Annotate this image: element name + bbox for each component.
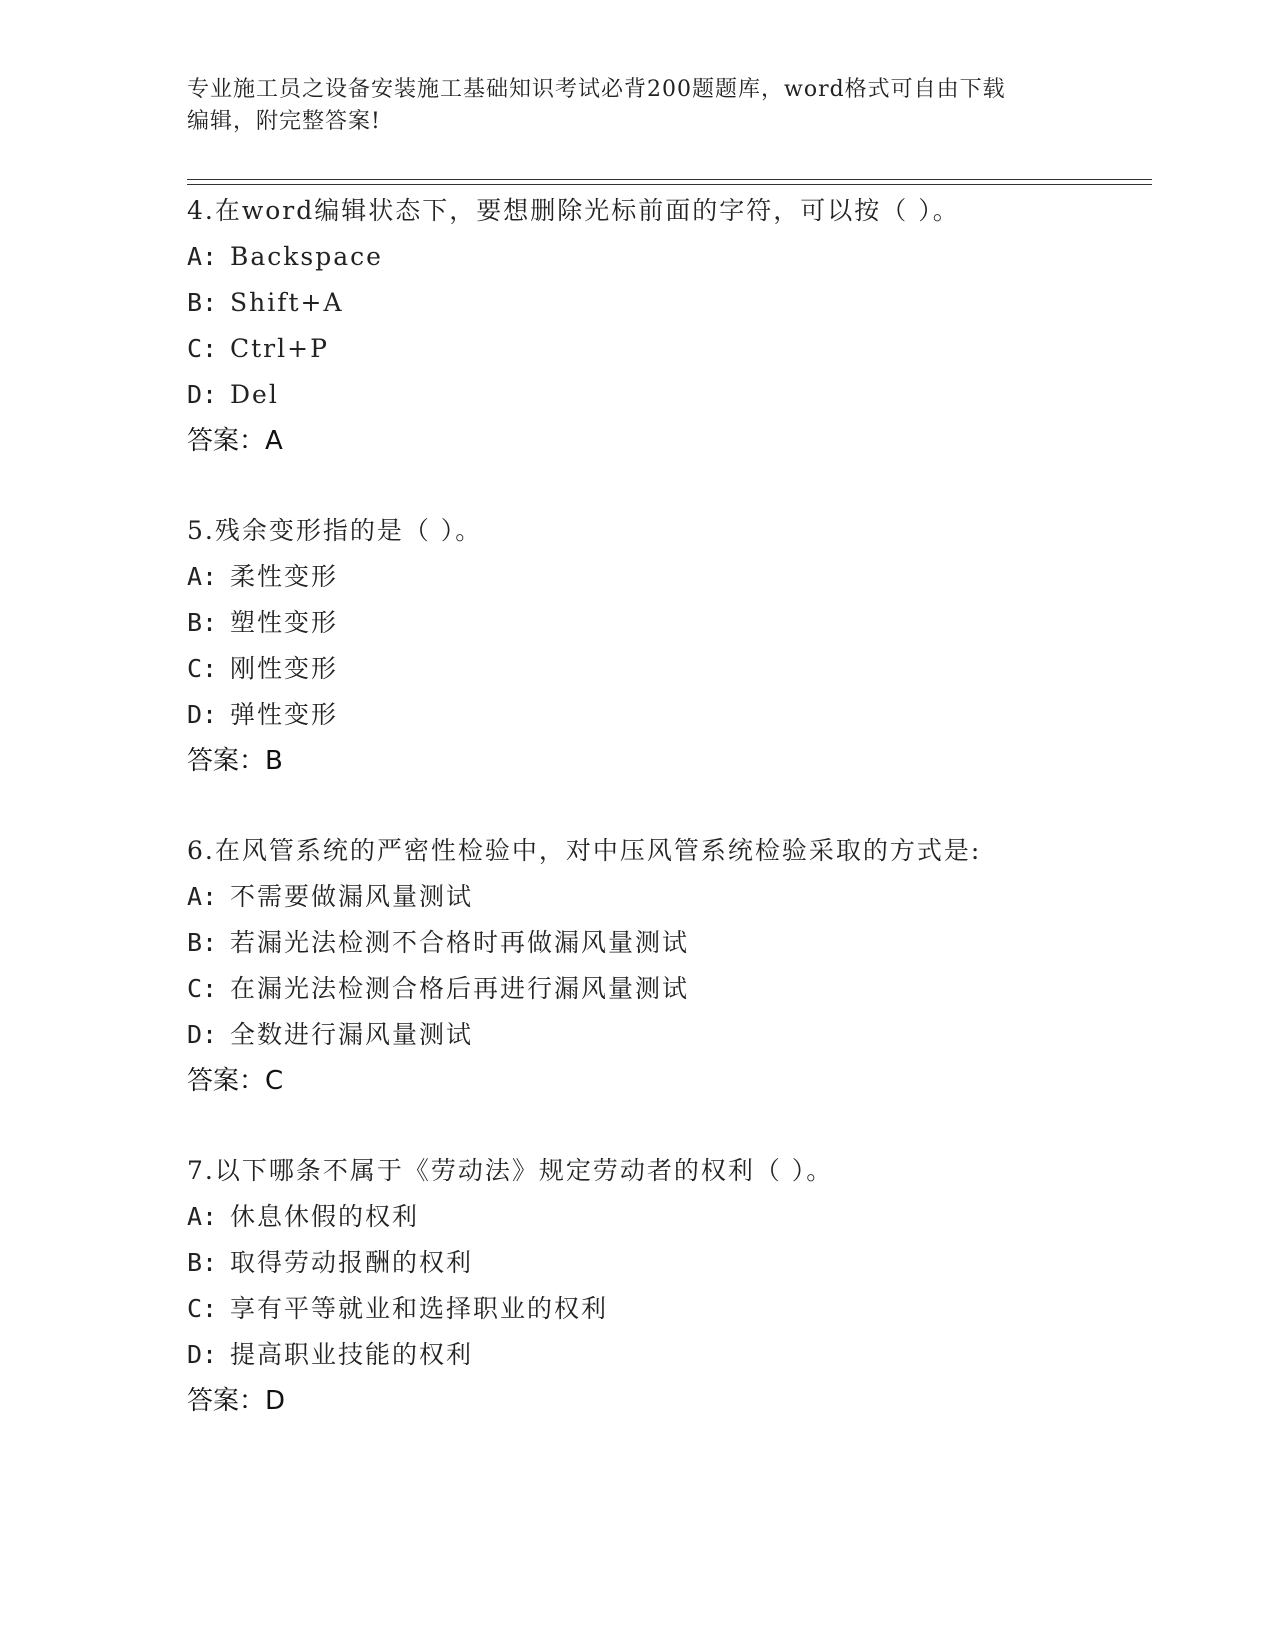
option-key: A: <box>187 242 218 271</box>
option-a <box>187 1194 1147 1240</box>
option-d <box>187 1332 1147 1378</box>
option-text: 弹性变形 <box>230 700 339 729</box>
option-c <box>187 646 1147 692</box>
option-key: D: <box>187 1340 218 1369</box>
question-stem: 6.在风管系统的严密性检验中，对中压风管系统检验采取的方式是: <box>187 836 982 865</box>
option-text: 提高职业技能的权利 <box>230 1340 474 1369</box>
option-key: B: <box>187 928 218 957</box>
option-text: Ctrl+P <box>230 334 329 363</box>
option-key: D: <box>187 1020 218 1049</box>
option-b <box>187 280 1147 326</box>
option-text: 在漏光法检测合格后再进行漏风量测试 <box>230 974 690 1003</box>
option-key: D: <box>187 380 218 409</box>
option-text: Backspace <box>230 242 383 271</box>
option-a <box>187 874 1147 920</box>
option-text: 全数进行漏风量测试 <box>230 1020 474 1049</box>
option-c <box>187 1286 1147 1332</box>
answer-label: 答案：D <box>187 1386 286 1416</box>
question-stem: 5.残余变形指的是（ ）。 <box>187 516 483 545</box>
option-text: 休息休假的权利 <box>230 1202 420 1231</box>
option-key: B: <box>187 608 218 637</box>
option-key: C: <box>187 974 218 1003</box>
question-7 <box>187 1148 1147 1424</box>
header-line-2: 编辑，附完整答案! <box>187 109 381 134</box>
option-key: A: <box>187 1202 218 1231</box>
question-4 <box>187 188 1147 464</box>
question-stem: 7.以下哪条不属于《劳动法》规定劳动者的权利（ ）。 <box>187 1156 834 1185</box>
option-d <box>187 692 1147 738</box>
question-6 <box>187 828 1147 1104</box>
option-key: D: <box>187 700 218 729</box>
question-5 <box>187 508 1147 784</box>
option-text: 柔性变形 <box>230 562 339 591</box>
option-key: C: <box>187 1294 218 1323</box>
question-stem: 4.在word编辑状态下，要想删除光标前面的字符，可以按（ ）。 <box>187 196 960 225</box>
option-text: 取得劳动报酬的权利 <box>230 1248 474 1277</box>
answer-label: 答案：B <box>187 746 283 776</box>
header-line-1: 专业施工员之设备安装施工基础知识考试必背200题题库，word格式可自由下载 <box>187 77 1006 102</box>
answer-label: 答案：A <box>187 426 283 456</box>
option-text: 塑性变形 <box>230 608 339 637</box>
option-text: 若漏光法检测不合格时再做漏风量测试 <box>230 928 690 957</box>
answer-label: 答案：C <box>187 1066 284 1096</box>
option-b <box>187 1240 1147 1286</box>
option-key: B: <box>187 288 218 317</box>
option-key: C: <box>187 654 218 683</box>
option-text: Shift+A <box>230 288 344 317</box>
option-d <box>187 1012 1147 1058</box>
header-divider-top <box>187 179 1152 180</box>
option-key: C: <box>187 334 218 363</box>
option-a <box>187 234 1147 280</box>
option-key: B: <box>187 1248 218 1277</box>
option-text: 享有平等就业和选择职业的权利 <box>230 1294 609 1323</box>
option-c <box>187 326 1147 372</box>
question-list <box>187 188 1147 1468</box>
option-text: Del <box>230 380 279 409</box>
option-a <box>187 554 1147 600</box>
option-text: 刚性变形 <box>230 654 339 683</box>
option-b <box>187 920 1147 966</box>
option-key: A: <box>187 562 218 591</box>
document-header <box>187 74 1067 138</box>
option-d <box>187 372 1147 418</box>
header-divider-bottom <box>187 184 1152 185</box>
option-text: 不需要做漏风量测试 <box>230 882 474 911</box>
option-key: A: <box>187 882 218 911</box>
option-c <box>187 966 1147 1012</box>
option-b <box>187 600 1147 646</box>
